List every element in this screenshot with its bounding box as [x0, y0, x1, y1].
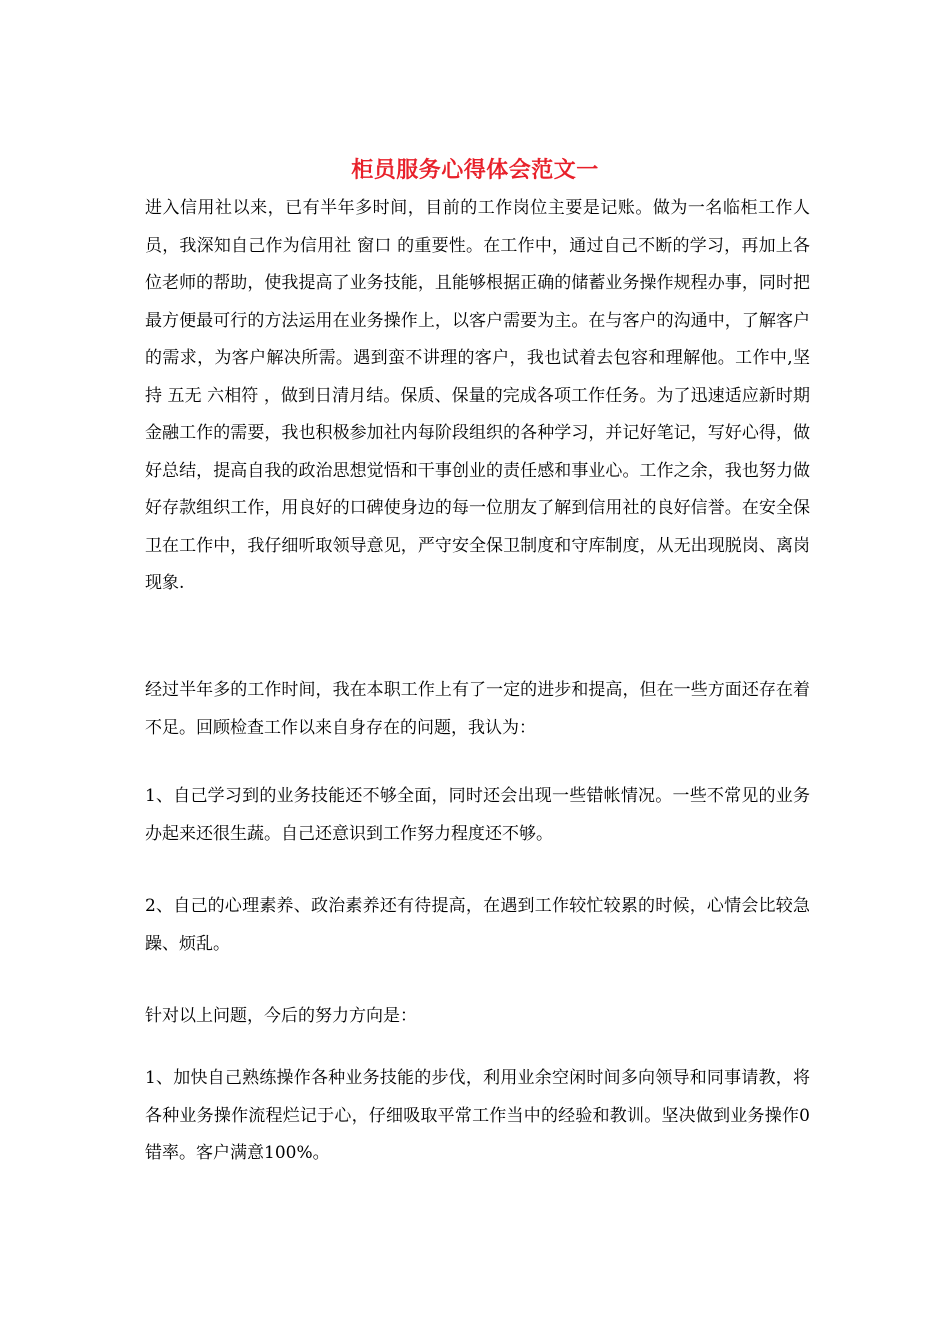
- document-title: 柜员服务心得体会范文一: [351, 157, 599, 183]
- paragraph-direction-heading: 针对以上问题，今后的努力方向是：: [145, 1006, 417, 1026]
- paragraph-intro: 进入信用社以来，已有半年多时间，目前的工作岗位主要是记账。做为一名临柜工作人员，我深知自己作为信用社 窗口 的重要性。在工作中，通过自己不断的学习，再加上各位老师的帮助，使我提高了业务技能，且能够根据正确的储蓄业务操作规程办事，同时把最方便最可行的方法运用在业务操作上，以客户需要为主。在与客户的沟通中，了解客户的需求，为客户解决所需。遇到蛮不讲理的客户，我也试着去包容和理解他。工作中,坚持 五无 六相符 ，做到日清月结。保质、保量的完成各项工作任务。为了迅速适应新时期金融工作的需要，我也积极参加社内每阶段组织的各种学习，并记好笔记，写好心得，做好总结，提高自我的政治思想觉悟和干事创业的责任感和事业心。工作之余，我也努力做好存款组织工作，用良好的口碑使身边的每一位朋友了解到信用社的良好信誉。在安全保卫在工作中，我仔细听取领导意见，严守安全保卫制度和守库制度，从无出现脱岗、离岗现象.: [145, 198, 810, 593]
- paragraph-problem-2: 2、自己的心理素养、政治素养还有待提高，在遇到工作较忙较累的时候，心情会比较急躁、烦乱。: [145, 896, 810, 954]
- paragraph-self-review: 经过半年多的工作时间，我在本职工作上有了一定的进步和提高，但在一些方面还存在着不足。回顾检查工作以来自身存在的问题，我认为：: [145, 680, 810, 738]
- paragraph-problem-1: 1、自己学习到的业务技能还不够全面，同时还会出现一些错帐情况。一些不常见的业务办起来还很生蔬。自己还意识到工作努力程度还不够。: [145, 786, 810, 844]
- paragraph-direction-1: 1、加快自己熟练操作各种业务技能的步伐，利用业余空闲时间多向领导和同事请教，将各种业务操作流程烂记于心，仔细吸取平常工作当中的经验和教训。坚决做到业务操作0错率。客户满意100%。: [145, 1068, 810, 1163]
